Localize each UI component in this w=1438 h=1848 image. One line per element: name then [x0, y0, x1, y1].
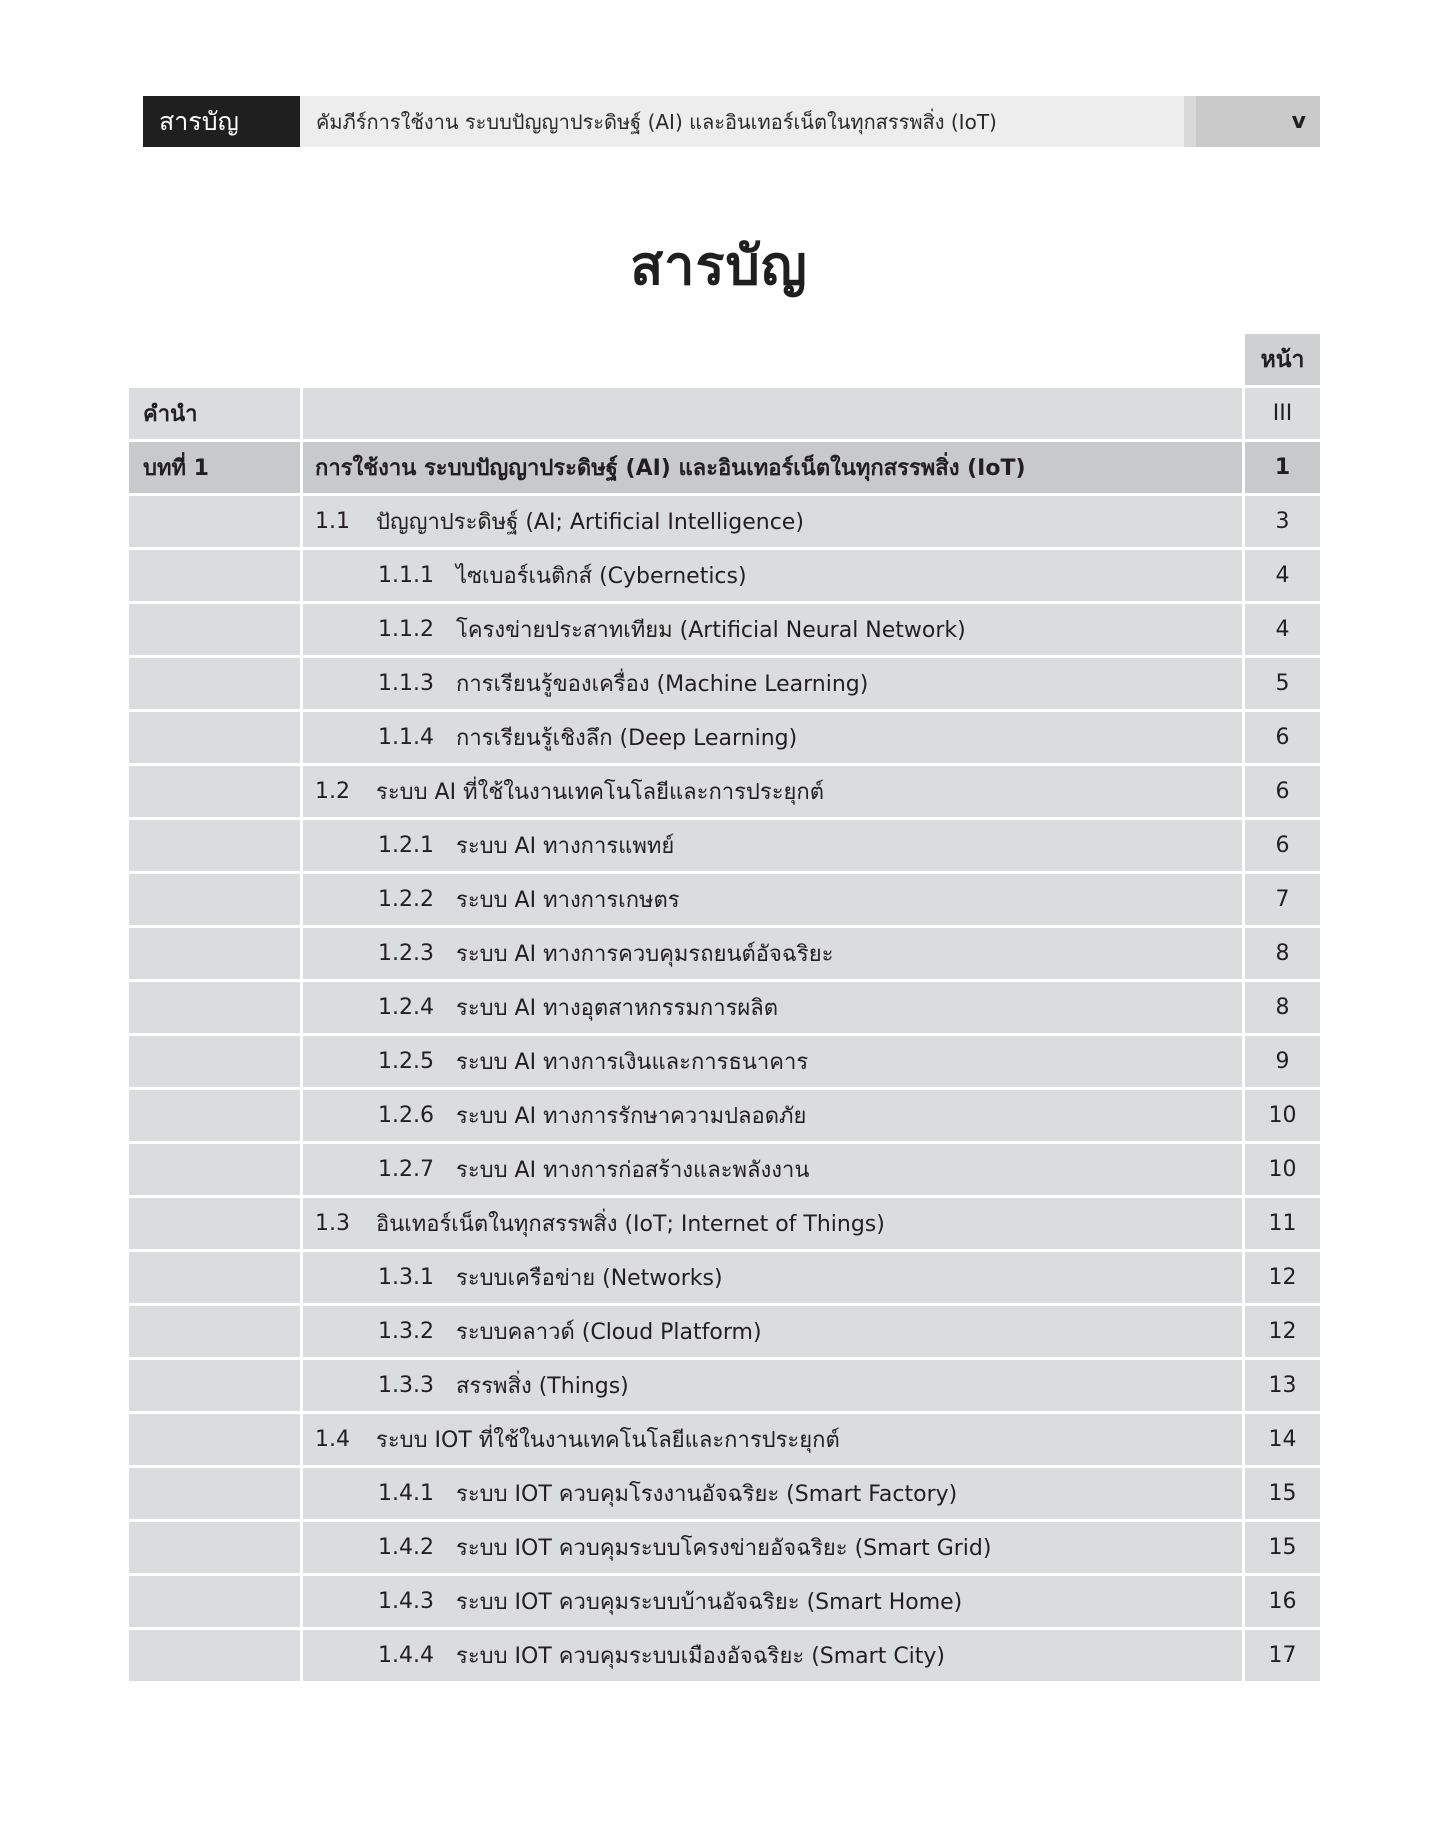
toc-entry-number: 1.4.3 — [378, 1589, 434, 1614]
toc-page-number: III — [1245, 388, 1320, 439]
toc-row-label — [129, 550, 300, 601]
running-header — [143, 96, 1320, 147]
toc-entry-number: 1.4.4 — [378, 1643, 434, 1668]
toc-row — [129, 928, 1320, 979]
toc-row-entry — [303, 820, 1242, 871]
toc-entry-number: 1.4.2 — [378, 1535, 434, 1560]
toc-row-entry — [303, 1414, 1242, 1465]
toc-page-number: 10 — [1245, 1144, 1320, 1195]
toc-row — [129, 820, 1320, 871]
toc-entry-number: 1.3.2 — [378, 1319, 434, 1344]
table-of-contents — [129, 388, 1320, 1684]
toc-page-number: 6 — [1245, 712, 1320, 763]
toc-entry-number: 1.2 — [315, 779, 350, 804]
toc-row-entry — [303, 1198, 1242, 1249]
toc-entry-number: 1.2.7 — [378, 1157, 434, 1182]
toc-row-entry — [303, 658, 1242, 709]
toc-row — [129, 874, 1320, 925]
toc-row-label — [129, 1576, 300, 1627]
toc-page-number: 1 — [1245, 442, 1320, 493]
toc-entry-title: การเรียนรู้ของเครื่อง (Machine Learning) — [456, 672, 869, 697]
toc-row-label — [129, 1306, 300, 1357]
toc-row-entry — [303, 1522, 1242, 1573]
toc-entry-number: 1.2.5 — [378, 1049, 434, 1074]
toc-entry-number: 1.1.3 — [378, 671, 434, 696]
toc-row — [129, 1468, 1320, 1519]
toc-row-entry — [303, 766, 1242, 817]
toc-page-number: 15 — [1245, 1468, 1320, 1519]
toc-page-number: 3 — [1245, 496, 1320, 547]
toc-entry-number: 1.1.4 — [378, 725, 434, 750]
toc-row-label — [129, 1360, 300, 1411]
toc-row — [129, 496, 1320, 547]
toc-entry-number: 1.3.3 — [378, 1373, 434, 1398]
toc-entry-title: ระบบ AI ทางการควบคุมรถยนต์อัจฉริยะ — [456, 942, 834, 967]
toc-row-entry — [303, 1144, 1242, 1195]
toc-row — [129, 388, 1320, 439]
toc-page-number: 8 — [1245, 928, 1320, 979]
toc-row-entry — [303, 712, 1242, 763]
toc-row-label — [129, 1090, 300, 1141]
toc-row-label — [129, 1630, 300, 1681]
toc-entry-title: การใช้งาน ระบบปัญญาประดิษฐ์ (AI) และอินเทอร์เน็ตในทุกสรรพสิ่ง (IoT) — [315, 456, 1026, 481]
toc-row-label — [129, 874, 300, 925]
toc-row-entry — [303, 1630, 1242, 1681]
toc-row-label — [129, 928, 300, 979]
toc-row-entry — [303, 1468, 1242, 1519]
toc-row-entry — [303, 550, 1242, 601]
toc-row-label — [129, 1522, 300, 1573]
toc-page-number: 9 — [1245, 1036, 1320, 1087]
toc-row — [129, 1306, 1320, 1357]
toc-row-label — [129, 496, 300, 547]
header-page-number: v — [1184, 96, 1320, 147]
toc-row-entry — [303, 442, 1242, 493]
toc-row-entry — [303, 928, 1242, 979]
toc-row — [129, 766, 1320, 817]
toc-row — [129, 658, 1320, 709]
toc-entry-number: 1.4.1 — [378, 1481, 434, 1506]
toc-row — [129, 712, 1320, 763]
toc-entry-title: การเรียนรู้เชิงลึก (Deep Learning) — [456, 726, 798, 751]
toc-page-number: 17 — [1245, 1630, 1320, 1681]
toc-row-label — [129, 1414, 300, 1465]
toc-row-label — [129, 766, 300, 817]
toc-page-number: 6 — [1245, 820, 1320, 871]
toc-entry-title: ระบบ AI ทางการเงินและการธนาคาร — [456, 1050, 809, 1075]
toc-row-entry — [303, 496, 1242, 547]
toc-row — [129, 1090, 1320, 1141]
toc-entry-title: ระบบ IOT ควบคุมระบบเมืองอัจฉริยะ (Smart City) — [456, 1644, 946, 1669]
toc-entry-number: 1.3.1 — [378, 1265, 434, 1290]
toc-row-label — [129, 604, 300, 655]
toc-row-label — [129, 712, 300, 763]
toc-row — [129, 1576, 1320, 1627]
toc-entry-number: 1.1 — [315, 509, 350, 534]
toc-chapter-row — [129, 442, 1320, 493]
toc-row — [129, 550, 1320, 601]
toc-page-number: 5 — [1245, 658, 1320, 709]
toc-page-number: 11 — [1245, 1198, 1320, 1249]
toc-row — [129, 604, 1320, 655]
page-title: สารบัญ — [630, 234, 808, 297]
toc-row — [129, 982, 1320, 1033]
toc-page-number: 10 — [1245, 1090, 1320, 1141]
toc-row-entry — [303, 388, 1242, 439]
toc-entry-number: 1.4 — [315, 1427, 350, 1452]
toc-page-number: 12 — [1245, 1306, 1320, 1357]
toc-row-entry — [303, 1036, 1242, 1087]
toc-row-entry — [303, 1360, 1242, 1411]
toc-row-entry — [303, 1090, 1242, 1141]
toc-entry-number: 1.2.4 — [378, 995, 434, 1020]
toc-entry-title: ระบบคลาวด์ (Cloud Platform) — [456, 1320, 762, 1345]
toc-entry-title: อินเทอร์เน็ตในทุกสรรพสิ่ง (IoT; Internet of Things) — [376, 1212, 885, 1237]
toc-page-number: 14 — [1245, 1414, 1320, 1465]
toc-row-label — [129, 1468, 300, 1519]
toc-row-label — [129, 1252, 300, 1303]
toc-row-label — [129, 1198, 300, 1249]
toc-row — [129, 1360, 1320, 1411]
toc-entry-title: ระบบเครือข่าย (Networks) — [456, 1266, 723, 1291]
toc-row — [129, 1630, 1320, 1681]
toc-row-entry — [303, 874, 1242, 925]
toc-entry-title: ระบบ IOT ที่ใช้ในงานเทคโนโลยีและการประยุกต์ — [376, 1428, 840, 1453]
toc-entry-number: 1.2.3 — [378, 941, 434, 966]
toc-page-number: 4 — [1245, 550, 1320, 601]
toc-row-label — [129, 1036, 300, 1087]
toc-entry-number: 1.1.1 — [378, 563, 434, 588]
toc-row — [129, 1522, 1320, 1573]
toc-entry-number: 1.3 — [315, 1211, 350, 1236]
toc-row — [129, 1036, 1320, 1087]
header-section-label: สารบัญ — [143, 96, 300, 147]
toc-page-number: 6 — [1245, 766, 1320, 817]
toc-row-label — [129, 982, 300, 1033]
toc-entry-title: ระบบ AI ที่ใช้ในงานเทคโนโลยีและการประยุกต์ — [376, 780, 825, 805]
toc-entry-title: สรรพสิ่ง (Things) — [456, 1374, 629, 1399]
toc-row-entry — [303, 1576, 1242, 1627]
toc-row-entry — [303, 982, 1242, 1033]
toc-entry-title: ระบบ AI ทางการรักษาความปลอดภัย — [456, 1104, 807, 1129]
page-column-header: หน้า — [1245, 334, 1320, 385]
toc-page-number: 12 — [1245, 1252, 1320, 1303]
toc-row-label: คำนำ — [129, 388, 300, 439]
toc-page-number: 4 — [1245, 604, 1320, 655]
toc-row-label: บทที่ 1 — [129, 442, 300, 493]
toc-row — [129, 1252, 1320, 1303]
toc-entry-number: 1.2.1 — [378, 833, 434, 858]
toc-entry-number: 1.2.6 — [378, 1103, 434, 1128]
toc-row — [129, 1144, 1320, 1195]
toc-row-label — [129, 1144, 300, 1195]
toc-entry-title: ระบบ AI ทางอุตสาหกรรมการผลิต — [456, 996, 779, 1021]
toc-entry-title: โครงข่ายประสาทเทียม (Artificial Neural Network) — [456, 618, 966, 643]
toc-entry-title: ปัญญาประดิษฐ์ (AI; Artificial Intelligence) — [376, 510, 804, 535]
toc-page-number: 8 — [1245, 982, 1320, 1033]
toc-page-number: 7 — [1245, 874, 1320, 925]
toc-row-label — [129, 658, 300, 709]
toc-entry-title: ระบบ AI ทางการก่อสร้างและพลังงาน — [456, 1158, 810, 1183]
toc-page-number: 13 — [1245, 1360, 1320, 1411]
toc-page-number: 15 — [1245, 1522, 1320, 1573]
toc-entry-title: ไซเบอร์เนติกส์ (Cybernetics) — [456, 564, 747, 589]
header-book-title: คัมภีร์การใช้งาน ระบบปัญญาประดิษฐ์ (AI) และอินเทอร์เน็ตในทุกสรรพสิ่ง (IoT) — [300, 96, 1184, 147]
toc-entry-title: ระบบ IOT ควบคุมโรงงานอัจฉริยะ (Smart Factory) — [456, 1482, 958, 1507]
toc-entry-title: ระบบ AI ทางการแพทย์ — [456, 834, 675, 859]
toc-entry-number: 1.2.2 — [378, 887, 434, 912]
toc-entry-title: ระบบ IOT ควบคุมระบบบ้านอัจฉริยะ (Smart Home) — [456, 1590, 963, 1615]
toc-row — [129, 1414, 1320, 1465]
toc-entry-number: 1.1.2 — [378, 617, 434, 642]
toc-page-number: 16 — [1245, 1576, 1320, 1627]
toc-row-entry — [303, 1252, 1242, 1303]
toc-entry-title: ระบบ AI ทางการเกษตร — [456, 888, 680, 913]
toc-row-entry — [303, 604, 1242, 655]
toc-entry-title: ระบบ IOT ควบคุมระบบโครงข่ายอัจฉริยะ (Smart Grid) — [456, 1536, 992, 1561]
toc-row-entry — [303, 1306, 1242, 1357]
toc-row — [129, 1198, 1320, 1249]
toc-row-label — [129, 820, 300, 871]
